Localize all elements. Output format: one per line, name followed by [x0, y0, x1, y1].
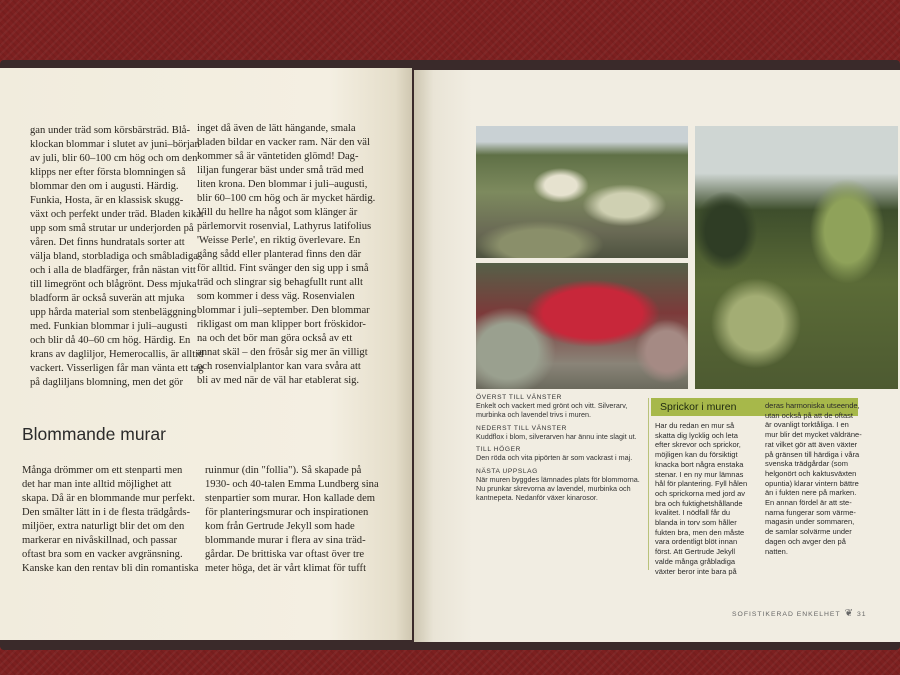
text-line: annat skäl – den frösår sig mer än villigt — [197, 347, 368, 358]
sidebar-text-line: mur blir det mycket väldräne- — [765, 430, 862, 440]
text-line: blommar i juli–september. Den blommar — [197, 305, 370, 316]
text-line: inget då även de lätt hängande, smala — [197, 123, 356, 134]
caption-label: TILL HÖGER — [476, 446, 521, 454]
sidebar-text-line: magasin under sommaren, — [765, 517, 855, 527]
text-line: som kommer i dess väg. Rosenvialen — [197, 291, 355, 302]
sidebar-text-line: svenska trädgårdar (som — [765, 459, 848, 469]
text-line: 1930- och 40-talen Emma Lundberg sina — [205, 479, 379, 490]
left-text-column-2 — [197, 122, 397, 388]
text-line: upp som små strutar ur underjorden på — [30, 223, 194, 234]
text-line: bladform är också suverän att mjuka — [30, 293, 185, 304]
text-line: na och det bör man göra också av ett — [197, 333, 353, 344]
sidebar-text-line: växter beror inte bara på — [655, 566, 737, 576]
caption-text: Enkelt och vackert med grönt och vitt. Silverarv, — [476, 401, 628, 410]
sidebar-text-line: opuntia) klarar vintern bättre — [765, 478, 859, 488]
text-line: oftast bra som en vacker avgränsning. — [22, 549, 183, 560]
sidebar-text-line: natten. — [765, 546, 788, 556]
caption-text: Den röda och vita pipörten är som vackrast i maj. — [476, 453, 633, 463]
left-text-column-1 — [30, 124, 220, 390]
sidebar-text-line: knacka bort några enstaka — [655, 459, 744, 469]
text-line: klockan blommar i slutet av juni–början — [30, 139, 200, 150]
sidebar-column-2 — [765, 401, 877, 556]
text-line: gårdar. De brittiska var oftast över tre — [205, 549, 365, 560]
sidebar-text-line: vara ordentligt blöt innan — [655, 537, 738, 547]
text-line: kom från Gertrude Jekyll som hade — [205, 521, 355, 532]
text-line: liten krona. Den blommar i juli–augusti, — [197, 179, 368, 190]
sidebar-text-line: narna fungerar som värme- — [765, 507, 856, 517]
text-line: 'Weisse Perle', en riktig överlevare. En — [197, 235, 361, 246]
text-line: träd och slingrar sig behagfullt runt allt — [197, 277, 363, 288]
section-heading: Blommande murar — [22, 424, 166, 444]
sidebar-text-line: En annan fördel är att ste- — [765, 498, 852, 508]
text-line: och i alla de bladfärger, från nästan vitt — [30, 265, 196, 276]
sidebar-text-line: deras harmoniska utseende, — [765, 401, 860, 410]
text-line: rikligast om man klipper bort fröskidor- — [197, 319, 366, 330]
sidebar-text-line: efter skrevor och sprickor, — [655, 440, 741, 450]
sidebar-text-line: blanda in torv som håller — [655, 518, 737, 528]
caption-label: NEDERST TILL VÄNSTER — [476, 424, 568, 432]
text-line: till limegrönt och blågrönt. Dess mjuka — [30, 279, 197, 290]
sidebar-text-line: skatta dig lycklig och leta — [655, 430, 738, 440]
text-line: gång sådd eller planterad finns den där — [197, 249, 362, 260]
sidebar-text-line: först. Att Gertrude Jekyll — [655, 547, 736, 557]
left-text-column-4 — [205, 464, 405, 576]
text-line: Vill du hellre ha något som klänger är — [197, 207, 358, 218]
text-line: krans av dagliljor, Hemerocallis, är alltid — [30, 349, 204, 360]
text-line: bli av med när de väl har etablerat sig. — [197, 375, 360, 386]
sidebar-text-line: valde många gråbladiga — [655, 556, 736, 566]
sidebar-title: Sprickor i muren — [651, 398, 858, 416]
text-line: välja bland, storbladiga och småbladiga — [30, 251, 198, 262]
footer-section: SOFISTIKERAD ENKELHET — [732, 611, 841, 618]
caption-text: murbinka och lavendel trivs i muren. — [476, 410, 592, 420]
sidebar-column-1 — [655, 421, 765, 576]
photo-red-flowers-silver-plants — [476, 263, 688, 389]
sidebar-text-line: bra och fuktighetshållande — [655, 498, 743, 508]
sidebar-text-line: Har du redan en mur så — [655, 421, 735, 430]
sidebar-text-line: helgonört och kaktusväxten — [765, 468, 857, 478]
text-line: våren. Det finns hundratals sorter att — [30, 237, 185, 248]
text-line: på dagliljans blomning, men det gör — [30, 377, 183, 388]
leaf-ornament-icon: ❦ — [844, 608, 854, 619]
text-line: pärlemorvit rosenvial, Lathyrus latifolius — [197, 221, 372, 232]
caption-text: kantnepeta. Nedanför växer kinarosor. — [476, 493, 598, 503]
text-line: för alltid. Fint svänger den sig upp i små — [197, 263, 369, 274]
text-line: Många drömmer om ett stenparti men — [22, 465, 183, 476]
text-line: det har man inte alltid möjlighet att — [22, 479, 172, 490]
text-line: blommar den om i augusti. Härdig. — [30, 181, 179, 192]
text-line: Kanske kan den rentav bli din romantiska — [22, 563, 199, 574]
text-line: av juli, blir 60–100 cm hög och om den — [30, 153, 198, 164]
text-line: Den smälter lätt in i de flesta trädgårds- — [22, 507, 190, 518]
page-number: 31 — [857, 611, 867, 618]
caption-text: Kuddflox i blom, silverarven har ännu inte slagit ut. — [476, 431, 637, 441]
sidebar-text-line: möjligen kan du försiktigt — [655, 450, 738, 460]
text-line: blommande murar i flera av sina träd- — [205, 535, 366, 546]
text-line: kommer så är väntetiden glömd! Dag- — [197, 151, 359, 162]
sidebar-text-line: hål för plantering. Fyll hålen — [655, 479, 748, 489]
sidebar-text-line: fukten bra, men den måste — [655, 527, 745, 537]
text-line: upp hårda material som stenbeläggning — [30, 307, 197, 318]
text-line: vackert. Visserligen får man vänta ett tag — [30, 363, 204, 374]
photo-garden-wall-shrubs — [695, 126, 898, 389]
text-line: växt och perfekt under träd. Bladen kikar — [30, 209, 205, 220]
sidebar-text-line: än i fukten nere på marken. — [765, 488, 857, 498]
text-line: Funkia, Hosta, är en klassisk skugg- — [30, 195, 184, 206]
text-line: blir 60–100 cm hög och är mycket härdig. — [197, 193, 376, 204]
page-footer — [732, 608, 867, 619]
text-line: gan under träd som körsbärsträd. Blå- — [30, 125, 191, 136]
text-line: meter höga, det är vårt klimat för tufft — [205, 563, 367, 574]
sidebar-text-line: på gränsen till härdiga i våra — [765, 449, 860, 459]
photo-stone-wall-white-flowers — [476, 126, 688, 258]
caption-label: NÄSTA UPPSLAG — [476, 467, 538, 475]
photo-captions — [476, 394, 648, 503]
sidebar-text-line: kvalitet. I nödfall får du — [655, 508, 731, 518]
sidebar-divider — [648, 398, 649, 570]
left-text-column-3 — [22, 464, 212, 576]
text-line: med. Funkian blommar i juli–augusti — [30, 321, 188, 332]
text-line: skapa. Då är en blommande mur perfekt. — [22, 493, 195, 504]
sidebar-text-line: dagen och avger den på — [765, 536, 846, 546]
text-line: klipps ner efter första blomningen så — [30, 167, 186, 178]
text-line: stenpartier som murar. Hon kallade dem — [205, 493, 376, 504]
text-line: liljan fungerar bäst under små träd med — [197, 165, 364, 176]
text-line: för planteringsmurar och inspirationen — [205, 507, 369, 518]
text-line: och blir då 40–60 cm hög. Härdig. En — [30, 335, 191, 346]
text-line: ruinmur (din "follia"). Så skapade på — [205, 465, 362, 476]
text-line: miljöer, extra naturligt blir det om den — [22, 521, 185, 532]
caption-text: När muren byggdes lämnades plats för blommorna. — [476, 474, 640, 484]
sidebar-text-line: utan också på att de oftast — [765, 410, 853, 420]
sidebar-text-line: rat vilket gör att även växter — [765, 439, 858, 449]
sidebar-text-line: och sprickorna med jord av — [655, 488, 746, 498]
text-line: bladen bildar en vacker ram. När den väl — [197, 137, 370, 148]
caption-label: ÖVERST TILL VÄNSTER — [476, 394, 563, 401]
sidebar-text-line: de samlar solvärme under — [765, 527, 852, 537]
text-line: och rosenvialplantor kan vara svåra att — [197, 361, 361, 372]
caption-text: Nu prunkar skrevorna av lavendel, murbinka och — [476, 484, 631, 494]
sidebar-text-line: är ovanligt torktåliga. I en — [765, 420, 849, 430]
sidebar-text-line: stenar. I en ny mur lämnas — [655, 469, 744, 479]
text-line: markerar en nivåskillnad, och passar — [22, 535, 178, 546]
